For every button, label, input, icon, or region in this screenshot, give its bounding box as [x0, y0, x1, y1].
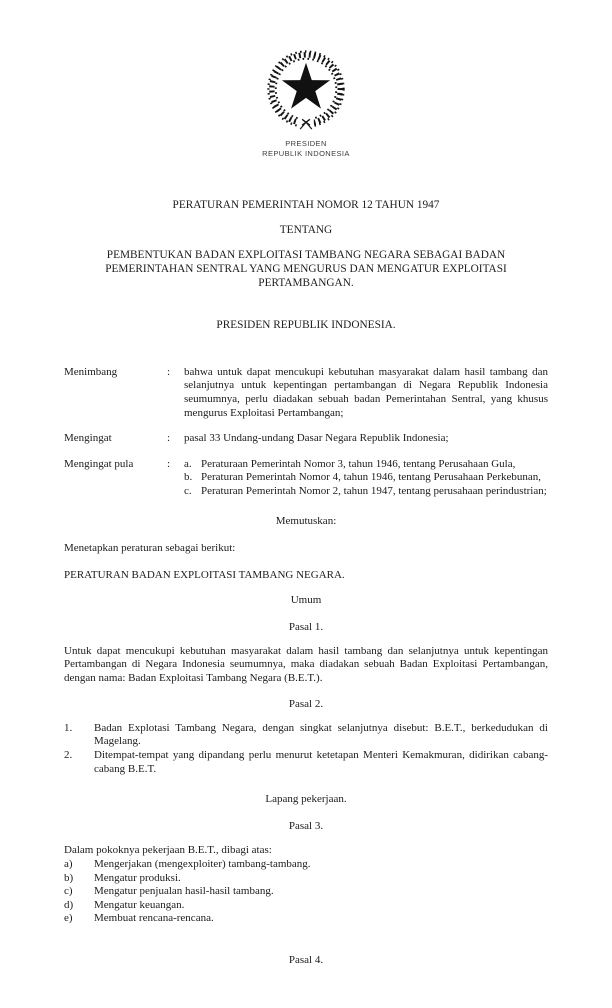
mengingat-pula-list	[184, 458, 548, 499]
preamble	[64, 366, 548, 499]
pasal3-list	[64, 858, 548, 926]
letterhead	[0, 0, 612, 159]
pasal2-heading: Pasal 2.	[288, 698, 324, 711]
document-body	[64, 199, 548, 968]
list-text: Badan Explotasi Tambang Negara, dengan singkat selanjutnya disebut: B.E.T., berkedudukan di Magelang.	[94, 721, 548, 748]
list-item	[64, 722, 548, 749]
umum-heading: Umum	[290, 594, 322, 607]
list-text: Mengatur keuangan.	[94, 898, 185, 911]
menimbang-text: bahwa untuk dapat mencukupi kebutuhan masyarakat dalam hasil tambang dan selanjutnya untuk kepentingan pertambangan di Negara Republik Indonesia seumumnya, perlu diadakan sebuah badan Pemerintahan Sentral, yang khusus mengurus Exploitasi Pertambangan;	[184, 365, 548, 419]
list-marker: d)	[64, 898, 74, 911]
list-text: Mengerjakan (mengexploiter) tambang-tambang.	[94, 858, 311, 871]
pasal1-body: Untuk dapat mencukupi kebutuhan masyarakat dalam hasil tambang dan selanjutnya untuk kepentingan Pertambangan di Negara Indonesia seumumnya, maka diadakan sebuah Badan Exploitasi Pertambangan, dengan nama: Badan Exploitasi Tambang Negara (B.E.T.).	[64, 644, 548, 684]
list-marker: b)	[64, 871, 74, 884]
list-item	[184, 485, 548, 499]
list-item	[64, 899, 548, 913]
list-item	[64, 912, 548, 926]
list-marker: a.	[184, 457, 192, 470]
list-item	[184, 458, 548, 472]
colon: :	[167, 432, 171, 445]
issuer-heading: PRESIDEN REPUBLIK INDONESIA.	[216, 319, 396, 332]
regulation-title: PERATURAN PEMERINTAH NOMOR 12 TAHUN 1947	[172, 199, 440, 211]
list-marker: c.	[184, 484, 192, 497]
list-marker: b.	[184, 471, 193, 484]
memutuskan-heading: Memutuskan:	[275, 514, 337, 527]
list-marker: e)	[64, 912, 73, 925]
mengingat-row	[64, 432, 548, 446]
menetapkan-line: Menetapkan peraturan sebagai berikut:	[64, 542, 236, 555]
pasal2-list	[64, 722, 548, 776]
mengingat-label: Mengingat	[64, 432, 112, 445]
list-text: Mengatur produksi.	[94, 871, 181, 884]
list-text: Membuat rencana-rencana.	[94, 912, 214, 925]
list-item	[64, 872, 548, 886]
list-text: Peraturan Pemerintah Nomor 2, tahun 1947, tentang perusahaan perindustrian;	[201, 484, 547, 497]
pasal3-intro: Dalam pokoknya pekerjaan B.E.T., dibagi atas:	[64, 844, 272, 857]
list-item	[64, 885, 548, 899]
list-text: Peraturan Pemerintah Nomor 4, tahun 1946, tentang Perusahaan Perkebunan,	[201, 471, 541, 484]
list-item	[64, 749, 548, 776]
title-block	[64, 199, 548, 290]
list-text: Ditempat-tempat yang dipandang perlu menurut ketetapan Menteri Kemakmuran, didirikan cabang-cabang B.E.T.	[94, 749, 548, 775]
mengingat-pula-label: Mengingat pula	[64, 457, 134, 470]
list-marker: a)	[64, 858, 73, 871]
pasal3-heading: Pasal 3.	[288, 819, 324, 832]
regulation-name-line: PERATURAN BADAN EXPLOITASI TAMBANG NEGARA.	[64, 568, 345, 581]
list-marker: 1.	[64, 721, 73, 734]
colon: :	[167, 457, 171, 470]
mengingat-pula-row	[64, 458, 548, 499]
tentang-label: TENTANG	[279, 223, 333, 236]
wreath-star-emblem-icon	[255, 50, 357, 134]
mengingat-text: pasal 33 Undang-undang Dasar Negara Republik Indonesia;	[184, 432, 449, 445]
pasal4-heading: Pasal 4.	[288, 954, 324, 966]
list-text: Mengatur penjualan hasil-hasil tambang.	[94, 885, 274, 898]
list-marker: 2.	[64, 749, 73, 762]
list-marker: c)	[64, 885, 73, 898]
list-text: Peraturaan Pemerintah Nomor 3, tahun 1946, tentang Perusahaan Gula,	[201, 457, 516, 470]
letterhead-presiden: PRESIDEN	[285, 139, 327, 148]
lapang-pekerjaan-heading: Lapang pekerjaan.	[265, 793, 347, 806]
menimbang-row	[64, 366, 548, 420]
regulation-subject: PEMBENTUKAN BADAN EXPLOITASI TAMBANG NEGARA SEBAGAI BADAN PEMERINTAHAN SENTRAL YANG MENGURUS DAN MENGATUR EXPLOITASI PERTAMBANGAN.	[105, 249, 507, 290]
letterhead-republik: REPUBLIK INDONESIA	[262, 149, 350, 158]
list-item	[64, 858, 548, 872]
list-item	[184, 471, 548, 485]
pasal1-heading: Pasal 1.	[288, 620, 324, 633]
colon: :	[167, 365, 171, 378]
menimbang-label: Menimbang	[64, 365, 118, 378]
